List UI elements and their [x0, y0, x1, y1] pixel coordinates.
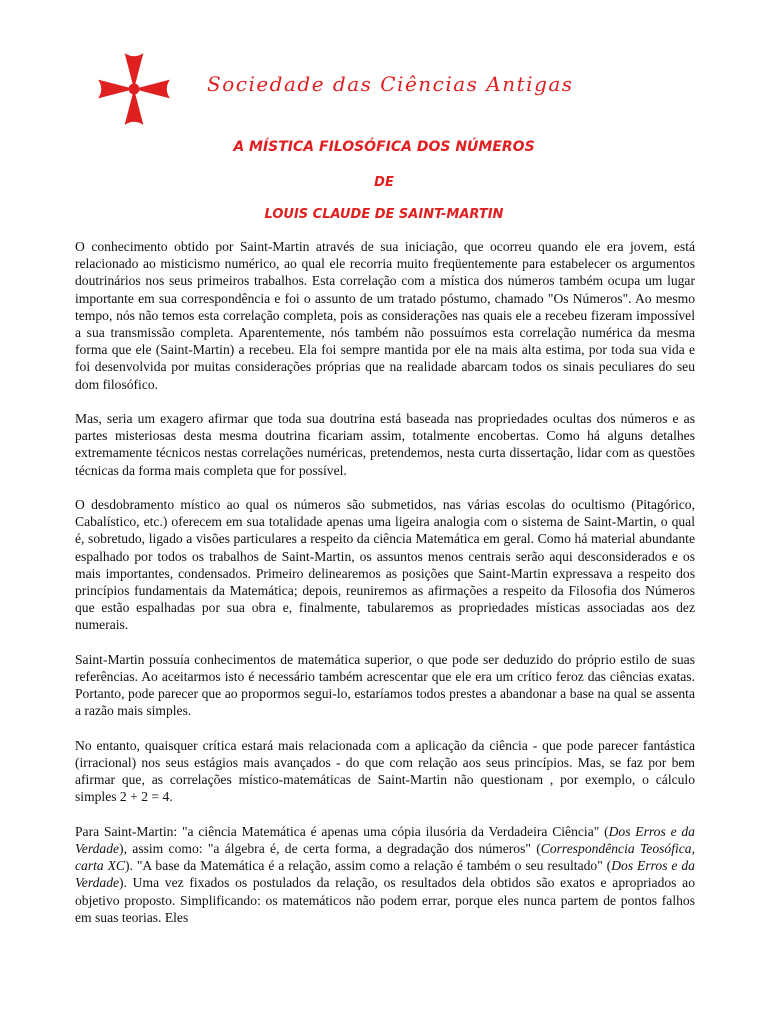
document-title: A MÍSTICA FILOSÓFICA DOS NÚMEROS: [233, 139, 535, 155]
author-name: LOUIS CLAUDE DE SAINT-MARTIN: [264, 207, 504, 222]
paragraph-4: Saint-Martin possuía conhecimentos de matemática superior, o que pode ser deduzido do próprio estilo de suas referências. Ao aceitarmos isto é necessário também acrescentar que ele era um crítico feroz das ciências exatas. Portanto, pode parecer que ao propormos segui-lo, estaríamos todos prestes a abandonar a base na qual se assenta a razão mais simples.: [75, 651, 695, 719]
paragraph-6-text: ). Uma vez fixados os postulados da relação, os resultados dela obtidos são exatos e apropriados ao objetivo proposto. Simplificando: os matemáticos não podem errar, porque eles nunca partem de pontos falhos em suas teorias. Eles: [75, 875, 695, 925]
citation-dos-erros: Dos Erros e da Verdade: [75, 823, 695, 857]
society-name: Sociedade das Ciências Antigas: [207, 72, 574, 96]
citation-dos-erros: Dos Erros e da Verdade: [75, 858, 695, 891]
title-preposition: DE: [374, 175, 394, 190]
paragraph-6: [75, 823, 695, 926]
citation-correspondencia: Correspondência Teosófica, carta XC: [75, 841, 695, 874]
paragraph-2: Mas, seria um exagero afirmar que toda sua doutrina está baseada nas propriedades ocultas dos números e as partes misteriosas desta mesma doutrina ficariam assim, totalmente encobertas. Como há alguns detalhes extremamente técnicos nestas correlações numéricas, pretendemos, nesta curta dissertação, lidar com as questões técnicas da forma mais completa que for possível.: [75, 411, 695, 478]
document-header: [95, 50, 695, 130]
paragraph-5: No entanto, quaisquer crítica estará mais relacionada com a aplicação da ciência - que pode parecer fantástica (irracional) nos seus estágios mais avançados - do que com relação aos seus princípios. Mas, se faz por bem afirmar que, as correlações místico-matemáticas de Saint-Martin não questionam , por exemplo, o cálculo simples 2 + 2 = 4.: [75, 737, 695, 805]
paragraph-6-text: ). "A base da Matemática é a relação, assim como a relação é também o seu resultado" (: [125, 858, 612, 874]
paragraph-1: O conhecimento obtido por Saint-Martin através de sua iniciação, que ocorreu quando ele era jovem, está relacionado ao misticismo numérico, ao qual ele recorria muito freqüentemente para estabelecer os argumentos doutrinários nos seus primeiros trabalhos. Esta correlação com a mística dos números também ocupa um lugar importante em sua correspondência e foi o assunto de um tratado póstumo, chamado "Os Números". Ao mesmo tempo, nós não temos esta correlação completa, pois as considerações nas quais ele a recebeu fizeram impossível a sua transmissão completa. Aparentemente, nós também não possuímos esta correlação numérica da mesma forma que ele (Saint-Martin) a recebeu. Ela foi sempre mantida por ele na mais alta estima, por toda sua vida e foi desenvolvida por muitas considerações próprias que na realidade abarcam todos os sinais peculiares do seu dom filosófico.: [75, 239, 695, 392]
paragraph-3: O desdobramento místico ao qual os números são submetidos, nas várias escolas do ocultismo (Pitagórico, Cabalístico, etc.) oferecem em sua totalidade apenas uma ligeira analogia com o sistema de Saint-Martin, o qual é, sobretudo, ligado a visões particulares a respeito da ciência Matemática em geral. Como há material abundante espalhado por todos os trabalhos de Saint-Martin, os assuntos menos centrais serão aqui desconsiderados e os mais importantes, condensados. Primeiro delinearemos as posições que Saint-Martin expressava a respeito dos princípios fundamentais da Matemática; depois, reuniremos as afirmações a respeito da Filosofia dos Números que estão espalhadas por sua obra e, finalmente, tabularemos as propriedades místicas associadas aos dez numerais.: [75, 497, 695, 633]
paragraph-6-text: Para Saint-Martin: "a ciência Matemática é apenas uma cópia ilusória da Verdadeira Ciência" (: [75, 823, 609, 839]
paragraph-6-text: ), assim como: "a álgebra é, de certa forma, a degradação dos números" (: [119, 841, 541, 857]
red-cross-pattee-icon: [95, 50, 173, 128]
document-body: [75, 238, 695, 926]
